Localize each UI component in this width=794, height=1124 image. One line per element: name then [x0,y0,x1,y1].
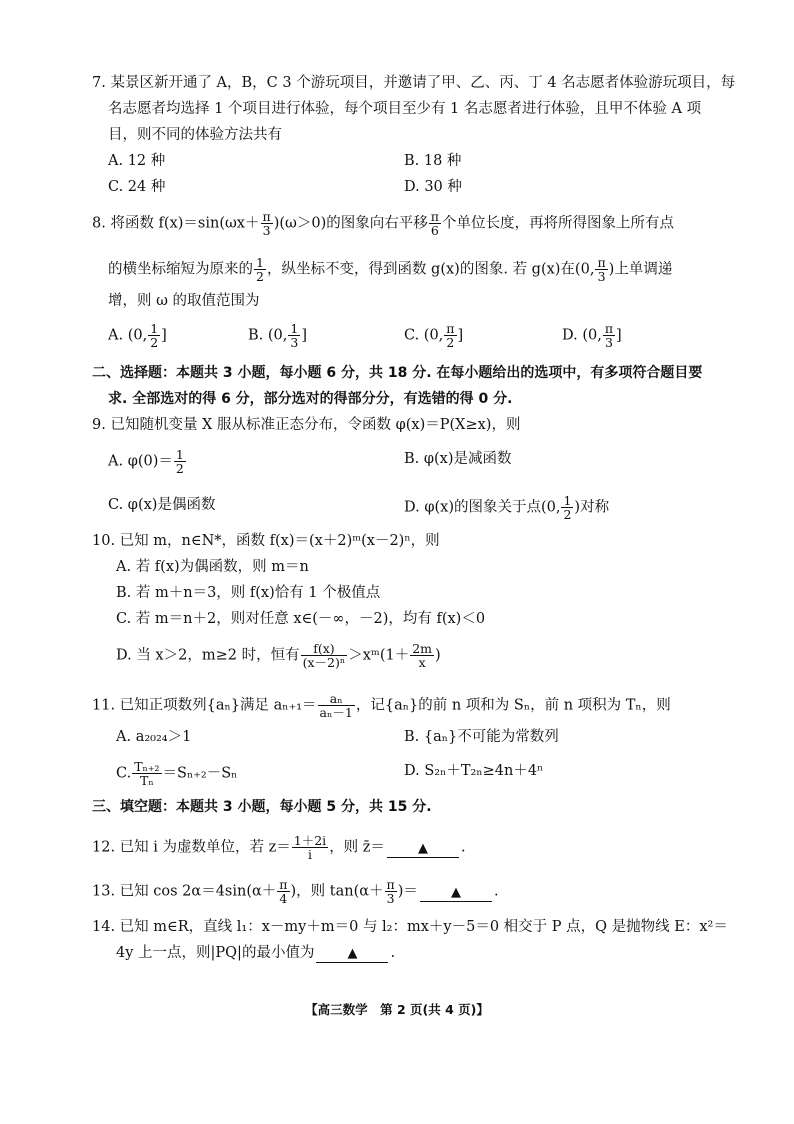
section2-heading-line2: 求. 全部选对的得 6 分，部分选对的得部分分，有选错的得 0 分. [108,391,513,407]
q10-option-c: C. 若 m＝n＋2，则对任意 x∈(－∞，－2)，均有 f(x)＜0 [116,611,486,627]
q14-line1: 14. 已知 m∈R，直线 l₁：x－my＋m＝0 与 l₂：mx＋y－5＝0 相交于 P 点，Q 是抛物线 E：x²＝ [92,919,728,935]
q10-option-b: B. 若 m＋n＝3，则 f(x)恰有 1 个极值点 [116,585,381,601]
q7-line3: 目，则不同的体验方法共有 [108,127,282,143]
q8-frac-pi6: $\frac{\pi}{6}$ [430,209,439,238]
q10-option-a: A. 若 f(x)为偶函数，则 m＝n [116,559,309,575]
q12-answer-blank [387,840,459,858]
q8-option-c: C. (0, $\frac{\pi}{2}$ ] [404,321,464,350]
q8-line1 [92,210,674,237]
q7-option-a: A. 12 种 [108,153,166,169]
q14-answer-blank [316,945,388,963]
triangle-marker-icon: ▲ [347,946,358,961]
q8-option-b: B. (0, $\frac{1}{3}$ ] [248,321,307,350]
q8-frac-half: $\frac{1}{2}$ [256,255,264,284]
q8-line1-c: 个单位长度，再将所得图象上所有点 [441,215,674,232]
q10-stem: 10. 已知 m，n∈N*，函数 f(x)＝(x＋2)ᵐ(x－2)ⁿ，则 [92,533,440,549]
q7-option-c: C. 24 种 [108,179,166,195]
q9-option-a: A. φ(0)＝ $\frac{1}{2}$ [108,447,184,476]
q9-option-d: D. φ(x)的图象关于点(0, $\frac{1}{2}$ )对称 [404,493,610,522]
q7-option-b: B. 18 种 [404,153,462,169]
q11-option-d: D. S₂ₙ＋T₂ₙ≥4n＋4ⁿ [404,763,544,779]
section3-heading: 三、填空题：本题共 3 小题，每小题 5 分，共 15 分. [92,799,432,815]
q11-option-b: B. {aₙ}不可能为常数列 [404,729,559,745]
q12: 12. 已知 i 为虚数单位，若 z＝ $\frac{1+2i}{i}$ ，则 z̄＝ ▲ . [92,833,466,862]
triangle-marker-icon: ▲ [417,840,428,856]
q8-line2: 的横坐标缩短为原来的 $\frac{1}{2}$ ，纵坐标不变，得到函数 g(x)的图象. 若 g(x)在(0, $\frac{\pi}{3}$ )上单调递 [108,255,673,284]
q8-line1-a: 8. 将函数 f(x)＝sin(ωx＋ [92,215,260,232]
q9-option-c: C. φ(x)是偶函数 [108,497,216,513]
q8-line1-b: )(ω＞0)的图象向右平移 [273,215,428,232]
q13: 13. 已知 cos 2α＝4sin(α＋ $\frac{\pi}{4}$ )，则 tan(α＋ $\frac{\pi}{3}$ )＝ ▲ . [92,877,499,906]
q7-line2: 名志愿者均选择 1 个项目进行体验，每个项目至少有 1 名志愿者进行体验，且甲不体验 A 项 [108,101,702,117]
q10-option-d: D. 当 x＞2，m≥2 时，恒有 $\frac{f(x)}{\text{(x－2)ⁿ}}$ ＞xᵐ(1＋ $\frac{2m}{x}$ ) [116,641,441,670]
q11-stem: 11. 已知正项数列{aₙ}满足 aₙ₊₁＝ $\frac{\text{aₙ}}{\text{aₙ－1}}$ ，记{aₙ}的前 n 项和为 Sₙ，前 n 项积为 Tₙ，则 [92,691,671,720]
q9-option-b: B. φ(x)是减函数 [404,451,512,467]
q11-option-c: C. $\frac{\text{Tₙ₊₂}}{\text{Tₙ}}$ ＝Sₙ₊₂－Sₙ [116,759,238,788]
q14-line2: 4y 上一点，则|PQ|的最小值为 ▲ . [116,945,396,961]
q13-answer-blank [420,884,492,902]
section2-heading-line1: 二、选择题：本题共 3 小题，每小题 6 分，共 18 分. 在每小题给出的选项中，有多项符合题目要 [92,365,703,381]
q11-option-a: A. a₂₀₂₄＞1 [116,729,192,745]
q7-line1: 7. 某景区新开通了 A，B，C 3 个游玩项目，并邀请了甲、乙、丙、丁 4 名志愿者体验游玩项目，每 [92,75,736,91]
q8-line3: 增，则 ω 的取值范围为 [108,293,260,309]
q8-frac-pi3-b: $\frac{\pi}{3}$ [597,255,606,284]
page-footer: 【高三数学 第 2 页(共 4 页)】 [305,1002,489,1017]
q9-stem: 9. 已知随机变量 X 服从标准正态分布，令函数 φ(x)＝P(X≥x)，则 [92,417,521,433]
q8-frac-pi3: $\frac{\pi}{3}$ [262,209,271,238]
q7-option-d: D. 30 种 [404,179,462,195]
triangle-marker-icon: ▲ [450,884,461,900]
q8-option-a: A. (0, $\frac{1}{2}$ ] [108,321,167,350]
q8-option-d: D. (0, $\frac{\pi}{3}$ ] [562,321,622,350]
